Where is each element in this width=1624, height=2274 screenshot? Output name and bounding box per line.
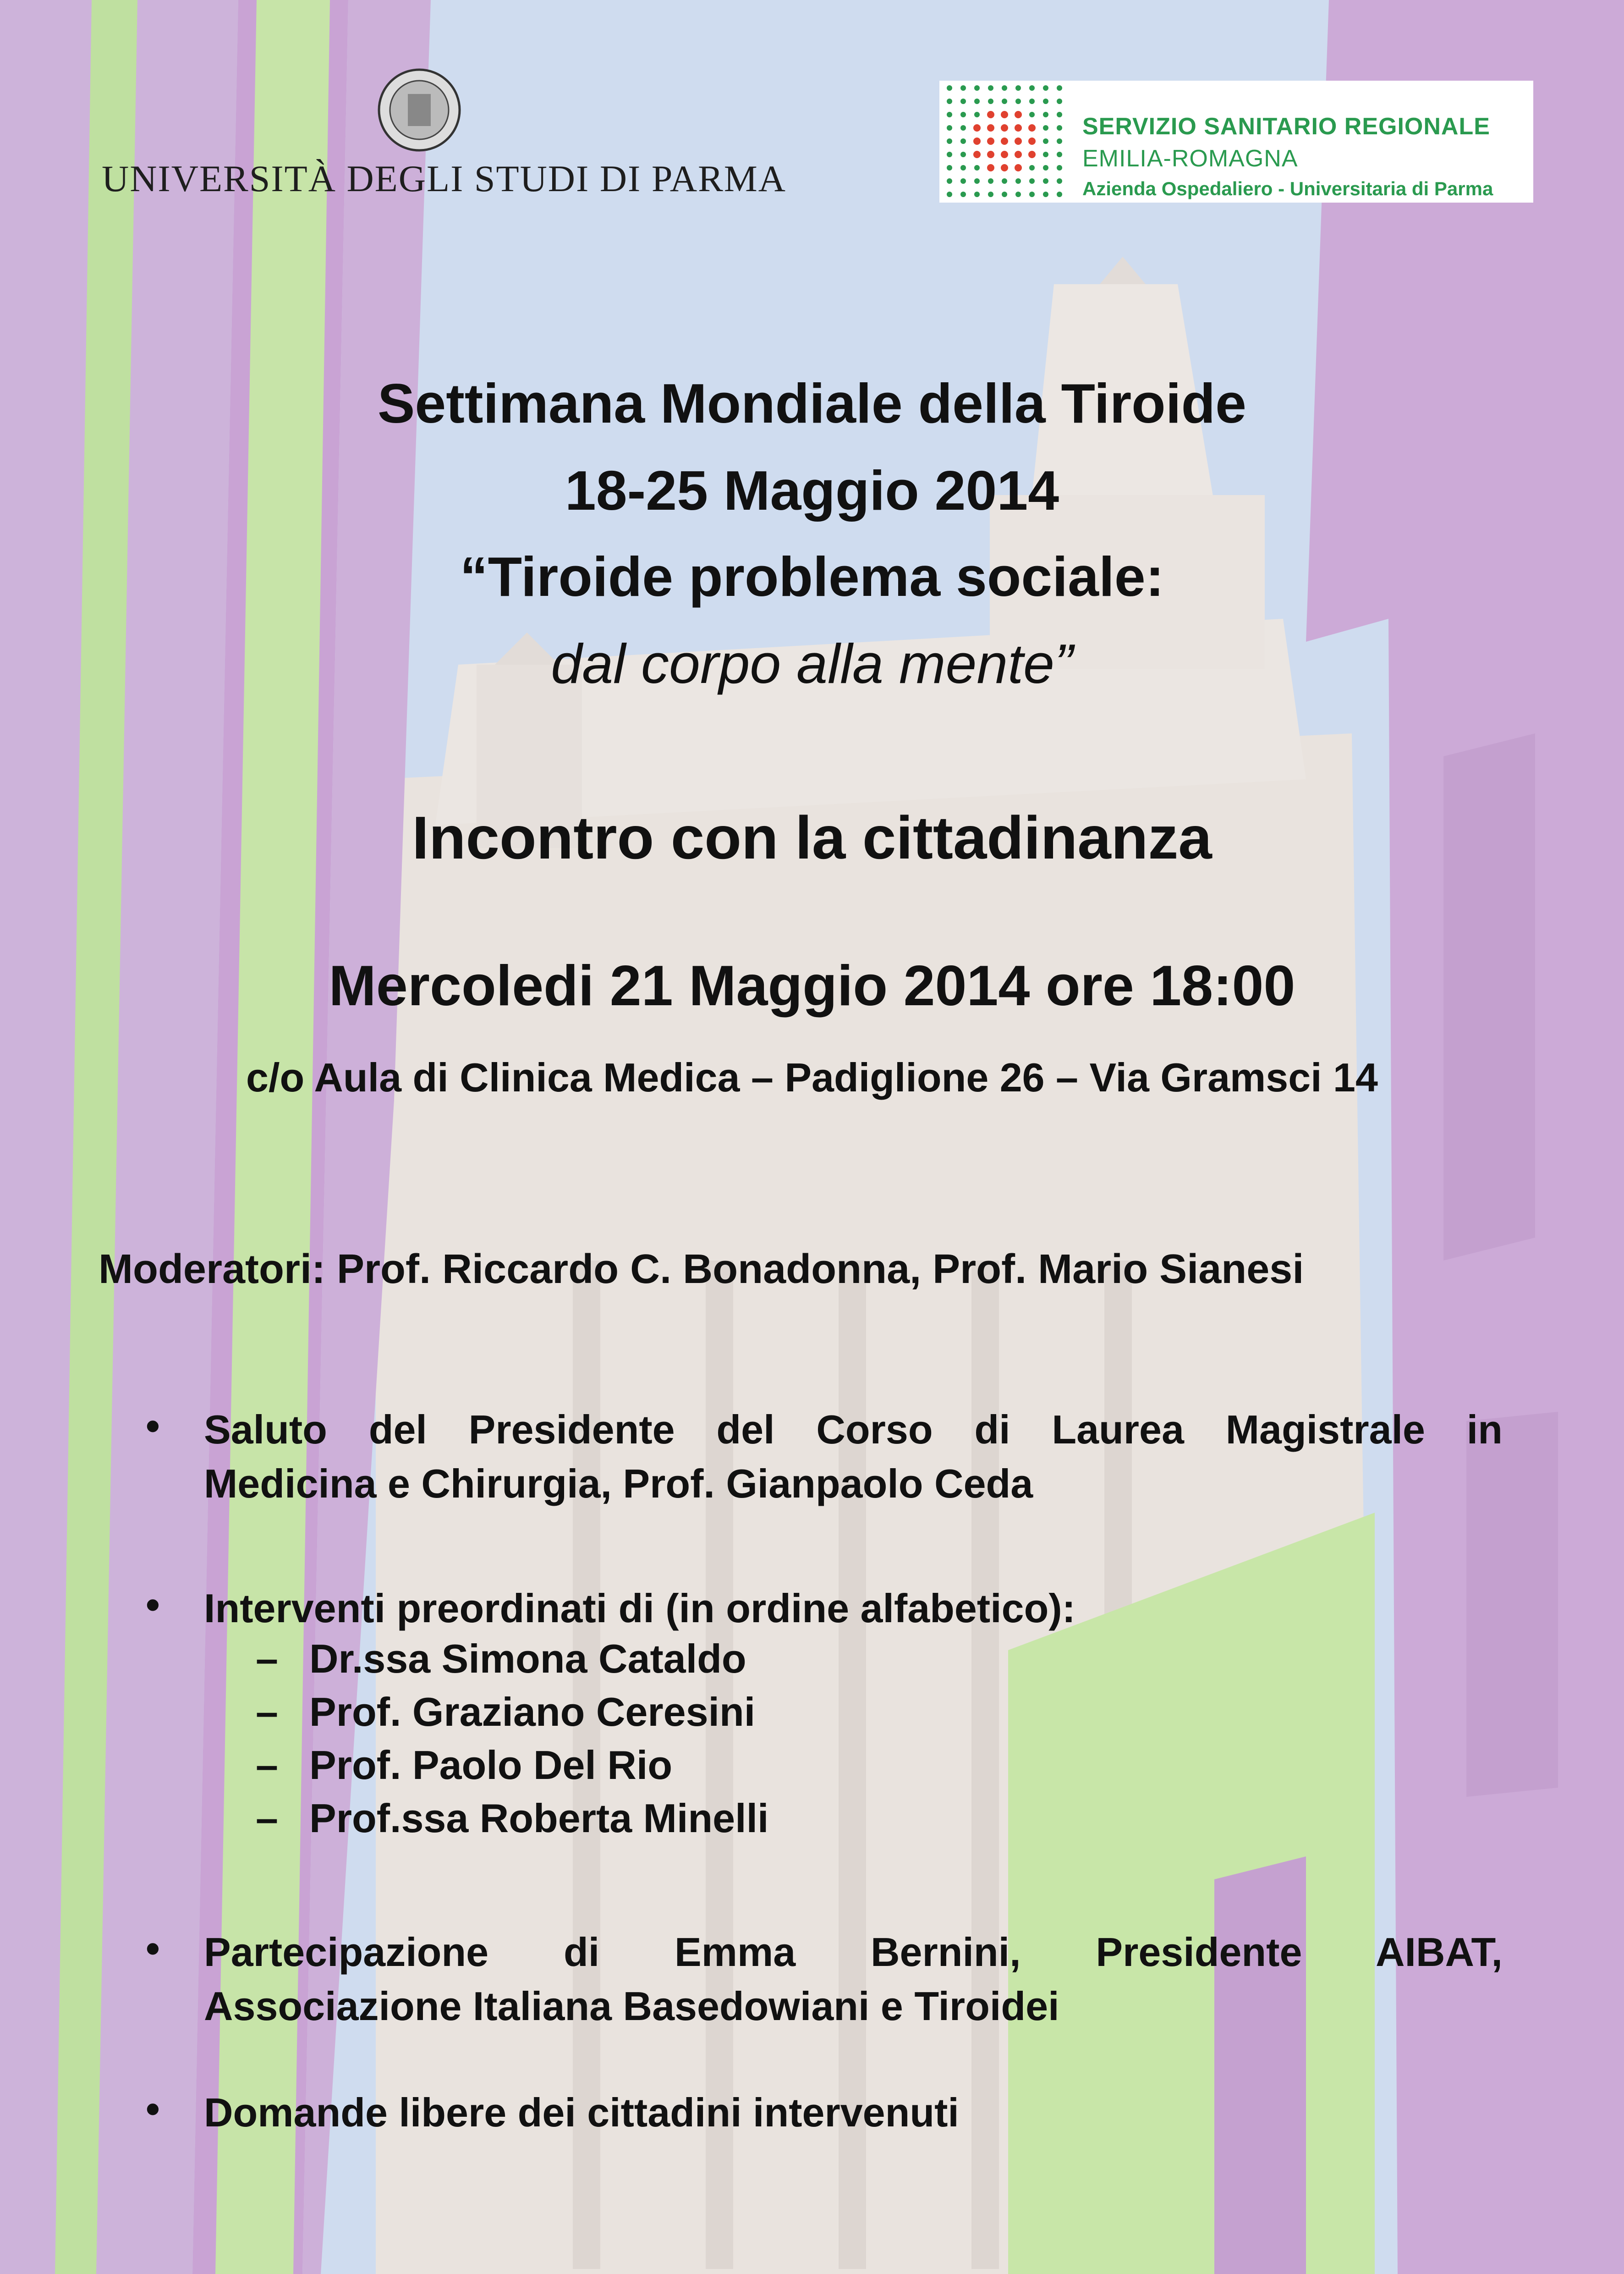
speaker-item: Prof. Paolo Del Rio xyxy=(309,1742,673,1788)
meeting-venue: c/o Aula di Clinica Medica – Padiglione 26 – Via Gramsci 14 xyxy=(246,1055,1378,1100)
ssr-region: EMILIA-ROMAGNA xyxy=(1082,145,1298,172)
dash-marker: – xyxy=(256,1795,278,1841)
program-item-1-line-1: Saluto del Presidente del Corso di Laurea Magistrale in xyxy=(204,1407,1503,1452)
bullet-marker: • xyxy=(146,1926,160,1971)
speaker-item: Dr.ssa Simona Cataldo xyxy=(309,1636,746,1681)
speaker-item: Prof.ssa Roberta Minelli xyxy=(309,1795,769,1841)
event-theme: “Tiroide problema sociale: xyxy=(460,545,1164,608)
dash-marker: – xyxy=(256,1689,278,1734)
program-item-3-line-1: Partecipazione di Emma Bernini, Presidente AIBAT, xyxy=(204,1929,1503,1975)
event-theme-subtitle: dal corpo alla mente” xyxy=(551,633,1073,695)
program-item-1-line-2: Medicina e Chirurgia, Prof. Gianpaolo Ceda xyxy=(204,1461,1033,1506)
speaker-item: Prof. Graziano Ceresini xyxy=(309,1689,756,1734)
program-item-3-line-2: Associazione Italiana Basedowiani e Tiroidei xyxy=(204,1983,1059,2029)
dash-marker: – xyxy=(256,1636,278,1681)
dash-marker: – xyxy=(256,1742,278,1788)
program-item-4: Domande libere dei cittadini intervenuti xyxy=(204,2090,959,2135)
program-item-2: Interventi preordinati di (in ordine alfabetico): xyxy=(204,1586,1075,1631)
university-seal-icon xyxy=(376,66,463,154)
event-dates: 18-25 Maggio 2014 xyxy=(565,459,1059,522)
bullet-marker: • xyxy=(146,1582,160,1627)
moderators: Moderatori: Prof. Riccardo C. Bonadonna, Prof. Mario Sianesi xyxy=(99,1246,1304,1292)
ssr-dots-icon xyxy=(939,81,1077,203)
ssr-hospital: Azienda Ospedaliero - Universitaria di Parma xyxy=(1082,178,1493,199)
event-title: Settimana Mondiale della Tiroide xyxy=(378,372,1246,435)
ssr-title: SERVIZIO SANITARIO REGIONALE xyxy=(1082,113,1490,140)
bullet-marker: • xyxy=(146,1403,160,1448)
university-name: UNIVERSITÀ DEGLI STUDI DI PARMA xyxy=(102,158,786,199)
bullet-marker: • xyxy=(146,2086,160,2131)
meeting-date: Mercoledi 21 Maggio 2014 ore 18:00 xyxy=(329,954,1295,1018)
meeting-heading: Incontro con la cittadinanza xyxy=(412,804,1212,871)
ssr-logo xyxy=(939,81,1533,203)
